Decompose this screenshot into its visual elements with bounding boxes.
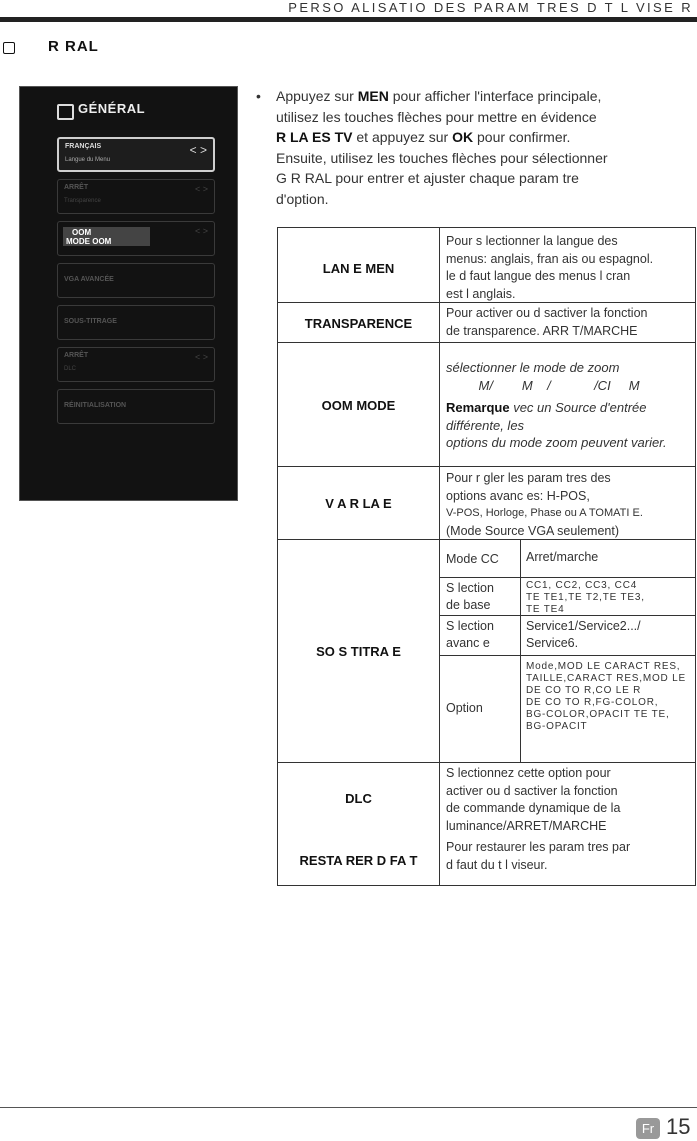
footer-rule — [0, 1107, 697, 1108]
desc-text: vec un Source d'entrée — [509, 400, 647, 415]
tv-menu-item-vga — [57, 263, 215, 298]
table-row-divider — [278, 762, 695, 763]
desc-line: V-POS, Horloge, Phase ou A TOMATI E. — [446, 507, 643, 519]
desc-line: de transparence. ARR T/MARCHE — [446, 323, 638, 338]
desc-line: Pour r gler les param tres des — [446, 471, 611, 485]
tv-menu-item-transparency — [57, 179, 215, 214]
desc-line: Pour activer ou d sactiver la fonction — [446, 306, 648, 320]
sub-value-line: BG-COLOR,OPACIT TE TE, — [526, 709, 670, 720]
instruction-line: utilisez les touches flèches pour mettre en évidence — [276, 108, 597, 125]
tv-menu-item-sub: DLC — [64, 366, 77, 372]
remark-label: Remarque — [446, 400, 510, 415]
desc-line: le d faut langue des menus l cran — [446, 269, 631, 283]
ok-key-label: OK — [452, 129, 474, 145]
desc-line: est l anglais. — [446, 286, 516, 301]
tv-menu-item-label: VGA AVANCÉE — [64, 276, 114, 283]
subtitle-advanced-value — [526, 618, 641, 652]
tv-menu-item-label: SOUS-TITRAGE — [64, 318, 117, 325]
tv-menu-item-reset — [57, 389, 215, 424]
desc-line: M/ M / /CI M — [446, 377, 640, 393]
sub-value-line: CC1, CC2, CC3, CC4 — [526, 580, 638, 591]
table-divider — [439, 228, 440, 885]
sub-label-line: de base — [446, 598, 491, 612]
row-label-subtitle: SO S TITRA E — [316, 644, 401, 659]
instruction-line: G R RAL pour entrer et ajuster chaque param tre — [276, 170, 579, 186]
sub-value-line: BG-OPACIT — [526, 721, 588, 732]
desc-line: différente, les — [446, 417, 525, 433]
subtitle-option-value — [526, 661, 686, 733]
sub-value-line: Service6. — [526, 636, 579, 650]
tv-settings-key-label: R LA ES TV — [276, 129, 353, 145]
sub-value-line: TAILLE,CARACT RES,MOD LE — [526, 673, 686, 684]
zoom-overlay-line1: OOM — [72, 228, 92, 237]
subtitle-option-label: Option — [446, 701, 483, 715]
subtitle-basic-value — [526, 580, 645, 616]
page-header-title: PERSO ALISATIO DES PARAM TRES D T L VISE R — [288, 0, 693, 15]
desc-line: activer ou d sactiver la fonction — [446, 783, 618, 798]
row-desc-reset — [446, 839, 630, 874]
instr-text: pour confirmer. — [473, 129, 571, 145]
table-row-divider — [278, 466, 695, 467]
sub-value-line: TE TE1,TE T2,TE TE3, — [526, 592, 645, 603]
tv-menu-item-subtitle — [57, 305, 215, 340]
instruction-line: d'option. — [276, 190, 329, 207]
row-label-reset: RESTA RER D FA T — [299, 853, 418, 868]
sub-label-line: S lection — [446, 619, 494, 633]
instruction-line: Ensuite, utilisez les touches flèches pour sélectionner — [276, 149, 608, 166]
tv-menu-title: GÉNÉRAL — [78, 101, 146, 116]
tv-menu-item-language — [57, 137, 215, 172]
desc-line: d faut du t l viseur. — [446, 857, 548, 872]
instr-text: Appuyez sur — [276, 88, 358, 104]
header-rule — [0, 17, 697, 22]
row-desc-dlc — [446, 765, 620, 835]
subtitle-advanced-label — [446, 618, 494, 652]
tv-menu-item-dlc — [57, 347, 215, 382]
desc-line: luminance/ARRET/MARCHE — [446, 818, 607, 833]
sub-label-line: S lection — [446, 581, 494, 595]
language-badge: Fr — [636, 1118, 660, 1139]
row-label-zoom: OOM MODE — [321, 398, 396, 413]
page-number: 15 — [666, 1114, 691, 1139]
section-title: R RAL — [48, 38, 99, 55]
bullet-icon: • — [256, 88, 261, 104]
subtable-row-divider — [440, 655, 695, 656]
tv-menu-item-sub: Transparence — [64, 198, 101, 204]
desc-line: menus: anglais, fran ais ou espagnol. — [446, 251, 654, 266]
desc-line: options avanc es: H-POS, — [446, 488, 590, 503]
tv-menu-item-label: RÉINITIALISATION — [64, 402, 127, 409]
left-right-arrows-icon: < > — [194, 352, 208, 362]
general-menu-icon — [57, 104, 74, 120]
row-desc-transparency — [446, 305, 648, 340]
sub-value-line: Service1/Service2.../ — [526, 619, 641, 633]
instruction-line — [262, 86, 687, 107]
left-right-arrows-icon: < > — [189, 143, 207, 157]
tv-menu-screenshot — [19, 86, 238, 501]
row-label-dlc: DLC — [345, 791, 372, 806]
sub-value-line: TE TE4 — [526, 604, 565, 615]
tv-menu-item-label: ARRÊT — [64, 352, 89, 359]
desc-line: Pour restaurer les param tres par — [446, 840, 631, 854]
tv-menu-item-label: ARRÊT — [64, 184, 89, 191]
menu-key-label: MEN — [357, 88, 389, 104]
desc-line: S lectionnez cette option pour — [446, 766, 611, 780]
sub-value-line: DE CO TO R,FG-COLOR, — [526, 697, 659, 708]
section-square-icon — [3, 42, 15, 54]
zoom-mode-overlay — [63, 227, 150, 246]
subtitle-cc-label: Mode CC — [446, 552, 499, 566]
sub-label-line: avanc e — [446, 636, 490, 650]
sub-value-line: DE CO TO R,CO LE R — [526, 685, 642, 696]
row-desc-zoom — [446, 359, 667, 452]
row-desc-vga — [446, 470, 643, 540]
instr-text: et appuyez sur — [352, 129, 453, 145]
row-label-vga: V A R LA E — [325, 496, 392, 511]
left-right-arrows-icon: < > — [194, 226, 208, 236]
desc-line: (Mode Source VGA seulement) — [446, 523, 619, 538]
row-label-language: LAN E MEN — [322, 261, 395, 276]
desc-line: Pour s lectionner la langue des — [446, 234, 618, 248]
row-desc-language — [446, 233, 653, 303]
subtable-divider — [520, 539, 521, 762]
subtitle-cc-value: Arret/marche — [526, 550, 599, 564]
table-row-divider — [278, 342, 695, 343]
instruction-line — [262, 127, 687, 148]
subtable-row-divider — [440, 577, 695, 578]
desc-line: options du mode zoom peuvent varier. — [446, 435, 667, 450]
zoom-overlay-line2: MODE OOM — [66, 237, 112, 246]
left-right-arrows-icon: < > — [194, 184, 208, 194]
instructions — [256, 86, 687, 209]
subtitle-basic-label — [446, 580, 494, 614]
sub-value-line: Mode,MOD LE CARACT RES, — [526, 661, 681, 672]
tv-menu-item-sub: Langue du Menu — [65, 157, 111, 163]
tv-menu-item-label: FRANÇAIS — [65, 143, 102, 150]
instr-text: pour afficher l'interface principale, — [388, 88, 602, 104]
settings-table — [277, 227, 696, 886]
row-label-transparency: TRANSPARENCE — [304, 316, 413, 331]
desc-line: sélectionner le mode de zoom — [446, 360, 620, 375]
desc-line: de commande dynamique de la — [446, 801, 621, 815]
